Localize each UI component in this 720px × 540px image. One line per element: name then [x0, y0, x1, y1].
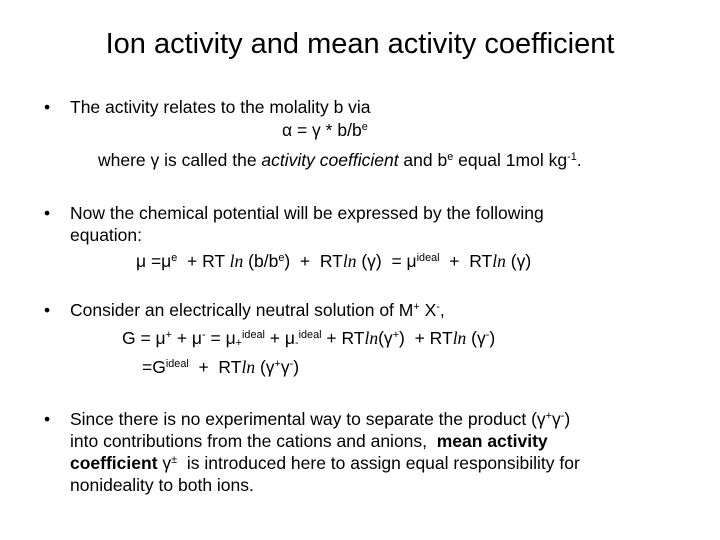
bullet-2-line-1: Now the chemical potential will be expressed by the following: [70, 203, 544, 223]
chemical-potential-equation: $\mu =\mu^e$ + RT $\ln (b/b^e) + RTln$ $(\gamma) = \mu^{ideal} + RTln$ (γ): [136, 251, 532, 271]
slide-title: Ion activity and mean activity coefficient: [105, 28, 615, 60]
bullet-4-line-2: into contributions from the cations and anions, mean activity: [70, 431, 548, 451]
bullet-marker: •: [44, 409, 51, 429]
activity-coefficient-definition: where γ is called the activity coefficient and $b^e$ equal 1mol $kg^{-1}$.: [98, 150, 582, 170]
bullet-marker: •: [44, 300, 51, 320]
activity-equation: $\alpha = \gamma * b/b^e$: [282, 120, 368, 140]
bullet-marker: •: [44, 203, 51, 223]
bullet-4-line-1: Since there is no experimental way to separate the product (γ+γ-): [70, 409, 571, 429]
bullet-4-line-3: coefficient γ± is introduced here to assign equal responsibility for: [70, 453, 580, 473]
bullet-2-line-2: equation:: [70, 225, 143, 245]
bullet-4-line-4: nonideality to both ions.: [70, 475, 254, 495]
bullet-marker: •: [44, 97, 51, 117]
gibbs-energy-equation: $G = \mu^+ + \mu^- = \mu_+^{ideal} + \mu_-^{ideal} + RTln(\gamma^+) + RTln$ (γ-): [122, 328, 496, 350]
gibbs-ideal-equation: $=G^{ideal} + RTln$ (γ+γ-): [142, 357, 300, 377]
bullet-1-line-1: The activity relates to the molality b via: [70, 97, 371, 117]
bullet-3-line-1: Consider an electrically neutral solution of M+ X-,: [70, 300, 445, 320]
